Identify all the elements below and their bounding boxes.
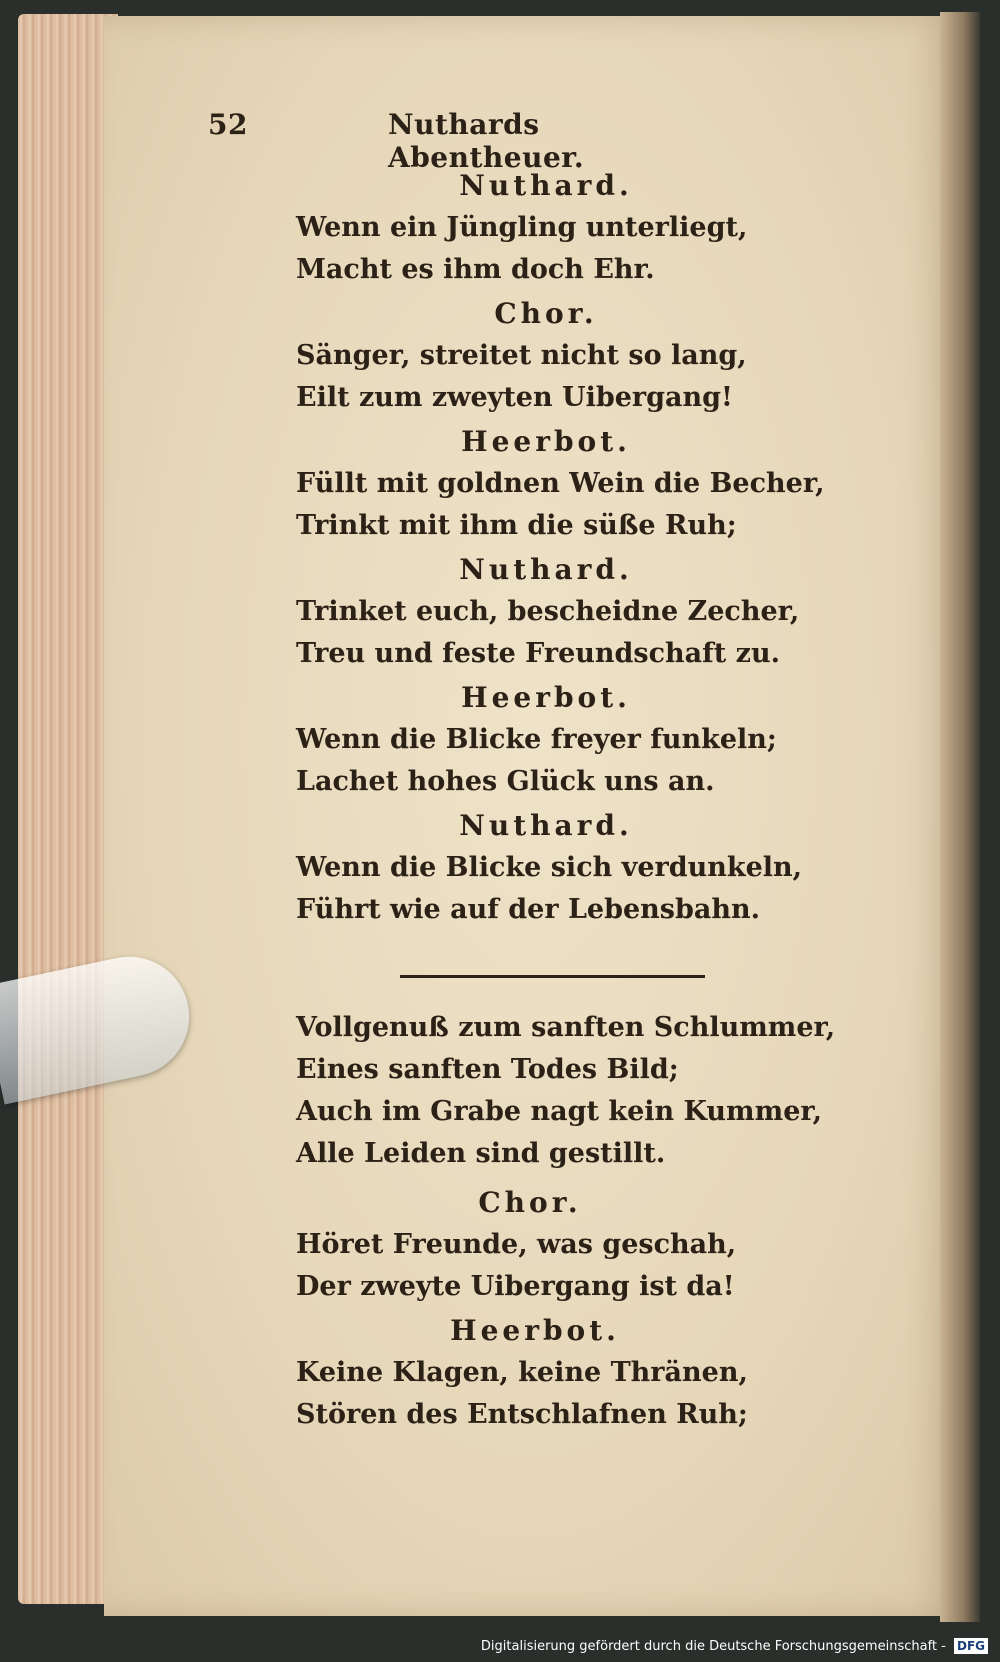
- section-divider: [400, 975, 705, 978]
- speaker-name: Chor.: [494, 297, 598, 330]
- verse-line: Füllt mit goldnen Wein die Becher,: [296, 468, 825, 499]
- speaker-name: Heerbot.: [461, 681, 631, 714]
- verse-chor-2-lines: [296, 1224, 856, 1308]
- verse-line: Führt wie auf der Lebensbahn.: [296, 894, 761, 925]
- verse-line: Sänger, streitet nicht so lang,: [296, 340, 747, 371]
- speaker-name: Nuthard.: [459, 809, 633, 842]
- speaker-name: Nuthard.: [459, 169, 633, 202]
- verse-line: Vollgenuß zum sanften Schlummer,: [296, 1012, 836, 1043]
- stanza-two: [296, 1007, 856, 1175]
- verse-chor-2: [420, 1182, 980, 1224]
- speaker-name: Heerbot.: [461, 425, 631, 458]
- verse-line: Höret Freunde, was geschah,: [296, 1229, 737, 1260]
- verse-line: Wenn ein Jüngling unterliegt,: [296, 212, 748, 243]
- verse-line: Trinket euch, bescheidne Zecher,: [296, 596, 800, 627]
- dfg-logo: DFG: [954, 1638, 988, 1654]
- verse-line: Trinkt mit ihm die süße Ruh;: [296, 510, 737, 541]
- verse-nuthard-3: [296, 805, 856, 931]
- verse-line: Eilt zum zweyten Uibergang!: [296, 382, 733, 413]
- speaker-name: Heerbot.: [450, 1314, 620, 1347]
- verse-line: Auch im Grabe nagt kein Kummer,: [296, 1096, 823, 1127]
- verse-line: Wenn die Blicke freyer funkeln;: [296, 724, 777, 755]
- verse-line: Treu und feste Freundschaft zu.: [296, 638, 780, 669]
- verse-nuthard-2: [296, 549, 856, 675]
- verse-heerbot-2: [296, 677, 856, 803]
- verse-nuthard-1: [296, 165, 856, 291]
- verse-line: Wenn die Blicke sich verdunkeln,: [296, 852, 803, 883]
- verse-chor-1: [296, 293, 856, 419]
- digitization-credit: [475, 1636, 994, 1658]
- verse-line: Der zweyte Uibergang ist da!: [296, 1271, 735, 1302]
- running-header: [208, 108, 728, 174]
- credit-text: Digitalisierung gefördert durch die Deutsche Forschungsgemeinschaft -: [480, 1639, 946, 1654]
- verse-line: Lachet hohes Glück uns an.: [296, 766, 715, 797]
- speaker-name: Nuthard.: [459, 553, 633, 586]
- verse-heerbot-3: [400, 1310, 960, 1352]
- verse-heerbot-3-lines: [296, 1352, 856, 1436]
- verse-line: Macht es ihm doch Ehr.: [296, 254, 655, 285]
- verse-line: Eines sanften Todes Bild;: [296, 1054, 679, 1085]
- speaker-name: Chor.: [478, 1186, 582, 1219]
- verse-line: Keine Klagen, keine Thränen,: [296, 1357, 748, 1388]
- page-number: 52: [208, 108, 248, 141]
- verse-line: Stören des Entschlafnen Ruh;: [296, 1399, 748, 1430]
- verse-heerbot-1: [296, 421, 856, 547]
- verse-line: Alle Leiden sind gestillt.: [296, 1138, 666, 1169]
- running-title: Nuthards Abentheuer.: [388, 108, 585, 174]
